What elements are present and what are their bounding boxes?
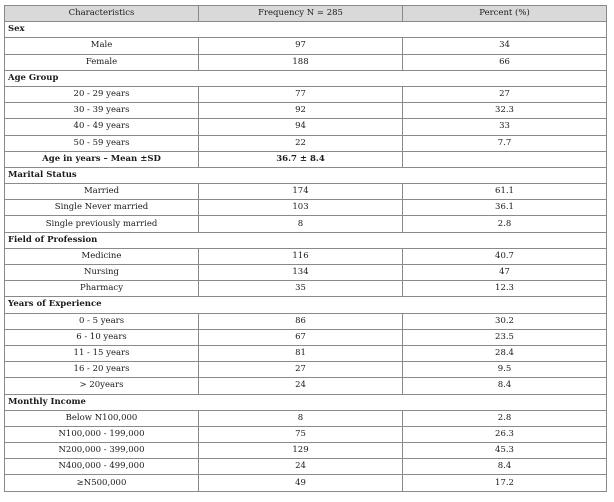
table-row: [5, 475, 607, 491]
section-title: Age Group: [5, 70, 607, 86]
row-frequency: 24: [199, 459, 403, 475]
row-percent: 2.8: [403, 216, 607, 232]
table-row: [5, 184, 607, 200]
row-label: Male: [5, 38, 199, 54]
table-row: [5, 38, 607, 54]
table-row: [5, 378, 607, 394]
row-frequency: 174: [199, 184, 403, 200]
table-row: [5, 410, 607, 426]
row-label: 40 - 49 years: [5, 119, 199, 135]
table-row: [5, 119, 607, 135]
table-body: [5, 6, 607, 492]
table-row: [5, 426, 607, 442]
row-frequency: 86: [199, 313, 403, 329]
section-title: Years of Experience: [5, 297, 607, 313]
row-percent: 23.5: [403, 329, 607, 345]
section-row: [5, 297, 607, 313]
table-row: [5, 265, 607, 281]
row-frequency: 35: [199, 281, 403, 297]
row-frequency: 22: [199, 135, 403, 151]
row-frequency: 77: [199, 86, 403, 102]
row-percent: 28.4: [403, 345, 607, 361]
row-percent: 27: [403, 86, 607, 102]
row-percent: 34: [403, 38, 607, 54]
table-row: [5, 200, 607, 216]
row-percent: 8.4: [403, 459, 607, 475]
row-label: 0 - 5 years: [5, 313, 199, 329]
table-container: [4, 5, 607, 492]
row-frequency: 8: [199, 216, 403, 232]
section-row: [5, 70, 607, 86]
row-percent: 45.3: [403, 443, 607, 459]
table-row: [5, 103, 607, 119]
row-label: 11 - 15 years: [5, 345, 199, 361]
row-percent: 26.3: [403, 426, 607, 442]
row-label: Female: [5, 54, 199, 70]
header-percent: Percent (%): [403, 6, 607, 22]
table-row: [5, 329, 607, 345]
row-percent: 61.1: [403, 184, 607, 200]
row-percent: 12.3: [403, 281, 607, 297]
row-label: 6 - 10 years: [5, 329, 199, 345]
section-title: Marital Status: [5, 167, 607, 183]
row-label: Age in years – Mean ±SD: [5, 151, 199, 167]
row-percent: 33: [403, 119, 607, 135]
header-characteristics: Characteristics: [5, 6, 199, 22]
row-percent: 32.3: [403, 103, 607, 119]
table-header-row: [5, 6, 607, 22]
table-row: [5, 216, 607, 232]
row-frequency: 8: [199, 410, 403, 426]
row-label: N400,000 - 499,000: [5, 459, 199, 475]
header-frequency: Frequency N = 285: [199, 6, 403, 22]
row-label: Single Never married: [5, 200, 199, 216]
row-frequency: 94: [199, 119, 403, 135]
row-label: 30 - 39 years: [5, 103, 199, 119]
row-frequency: 134: [199, 265, 403, 281]
row-label: 50 - 59 years: [5, 135, 199, 151]
table-row: [5, 362, 607, 378]
section-row: [5, 167, 607, 183]
row-frequency: 36.7 ± 8.4: [199, 151, 403, 167]
row-frequency: 103: [199, 200, 403, 216]
table-row: [5, 248, 607, 264]
row-percent: 30.2: [403, 313, 607, 329]
row-percent: 66: [403, 54, 607, 70]
row-label: Married: [5, 184, 199, 200]
table-row: [5, 151, 607, 167]
row-label: Below N100,000: [5, 410, 199, 426]
row-frequency: 75: [199, 426, 403, 442]
table-row: [5, 86, 607, 102]
row-label: 16 - 20 years: [5, 362, 199, 378]
row-label: Single previously married: [5, 216, 199, 232]
row-percent: 17.2: [403, 475, 607, 491]
row-frequency: 188: [199, 54, 403, 70]
section-row: [5, 22, 607, 38]
section-title: Sex: [5, 22, 607, 38]
table-row: [5, 281, 607, 297]
row-frequency: 81: [199, 345, 403, 361]
row-percent: 7.7: [403, 135, 607, 151]
row-percent: 40.7: [403, 248, 607, 264]
table-row: [5, 443, 607, 459]
row-label: > 20years: [5, 378, 199, 394]
row-frequency: 97: [199, 38, 403, 54]
row-frequency: 49: [199, 475, 403, 491]
row-percent: [403, 151, 607, 167]
section-row: [5, 394, 607, 410]
table-row: [5, 459, 607, 475]
row-percent: 2.8: [403, 410, 607, 426]
row-percent: 47: [403, 265, 607, 281]
row-label: ≥N500,000: [5, 475, 199, 491]
section-title: Monthly Income: [5, 394, 607, 410]
row-frequency: 24: [199, 378, 403, 394]
row-percent: 8.4: [403, 378, 607, 394]
row-frequency: 92: [199, 103, 403, 119]
row-percent: 9.5: [403, 362, 607, 378]
section-row: [5, 232, 607, 248]
row-label: N200,000 - 399,000: [5, 443, 199, 459]
table-row: [5, 54, 607, 70]
row-frequency: 67: [199, 329, 403, 345]
characteristics-table: [4, 5, 607, 492]
row-label: Medicine: [5, 248, 199, 264]
row-label: 20 - 29 years: [5, 86, 199, 102]
row-percent: 36.1: [403, 200, 607, 216]
row-label: Nursing: [5, 265, 199, 281]
table-row: [5, 313, 607, 329]
row-frequency: 27: [199, 362, 403, 378]
table-row: [5, 345, 607, 361]
row-frequency: 129: [199, 443, 403, 459]
row-frequency: 116: [199, 248, 403, 264]
section-title: Field of Profession: [5, 232, 607, 248]
row-label: Pharmacy: [5, 281, 199, 297]
row-label: N100,000 - 199,000: [5, 426, 199, 442]
table-row: [5, 135, 607, 151]
